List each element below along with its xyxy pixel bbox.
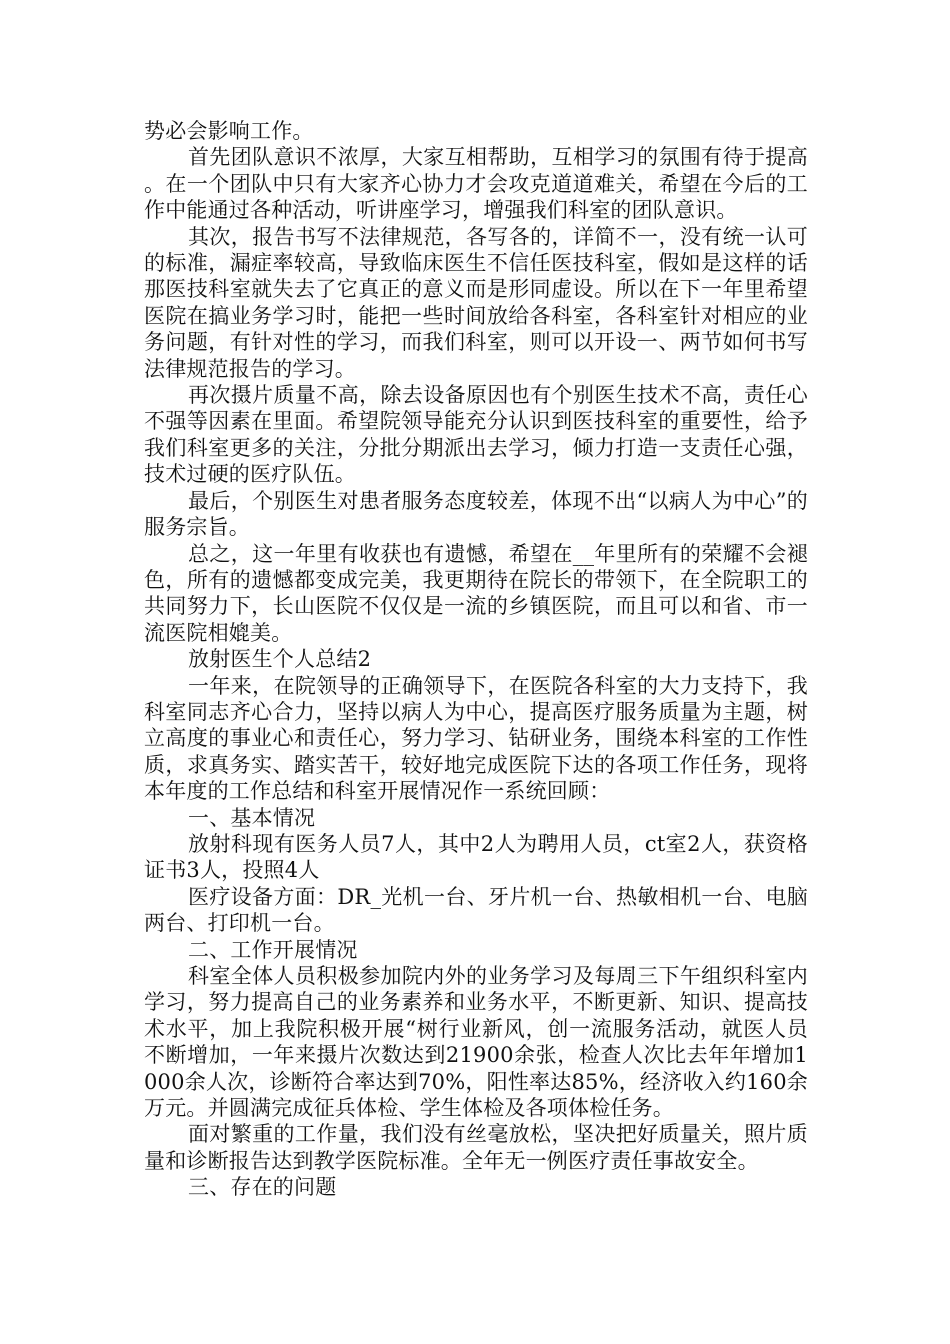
paragraph: 再次摄片质量不高，除去设备原因也有个别医生技术不高，责任心不强等因素在里面。希望院领导能充分认识到医技科室的重要性，给予我们科室更多的关注，分批分期派出去学习，倾力打造一支责任心强，技术过硬的医疗队伍。 bbox=[144, 383, 808, 487]
section-heading: 二、工作开展情况 bbox=[188, 937, 358, 962]
paragraph: 医疗设备方面：DR_光机一台、牙片机一台、热敏相机一台、电脑两台、打印机一台。 bbox=[144, 884, 808, 936]
paragraph: 科室全体人员积极参加院内外的业务学习及每周三下午组织科室内学习，努力提高自己的业务素养和业务水平，不断更新、知识、提高技术水平，加上我院积极开展“树行业新风，创一流服务活动，就医人员不断增加，一年来摄片次数达到21900余张，检查人次比去年年增加1000余人次，诊断符合率达到70%，阳性率达85%，经济收入约160余万元。并圆满完成征兵体检、学生体检及各项体检任务。 bbox=[144, 964, 808, 1121]
paragraph: 首先团队意识不浓厚，大家互相帮助，互相学习的氛围有待于提高。在一个团队中只有大家齐心协力才会攻克道道难关，希望在今后的工作中能通过各种活动，听讲座学习，增强我们科室的团队意识。 bbox=[144, 145, 808, 223]
paragraph: 放射科现有医务人员7人，其中2人为聘用人员，ct室2人，获资格证书3人，投照4人 bbox=[144, 831, 808, 883]
paragraph: 总之，这一年里有收获也有遗憾，希望在__年里所有的荣耀不会褪色，所有的遗憾都变成完美，我更期待在院长的带领下，在全院职工的共同努力下，长山医院不仅仅是一流的乡镇医院，而且可以和省、市一流医院相媲美。 bbox=[144, 541, 808, 645]
paragraph: 最后，个别医生对患者服务态度较差，体现不出“以病人为中心”的服务宗旨。 bbox=[144, 488, 808, 540]
paragraph: 一年来，在院领导的正确领导下，在医院各科室的大力支持下，我科室同志齐心合力，坚持以病人为中心，提高医疗服务质量为主题，树立高度的事业心和责任心，努力学习、钻研业务，围绕本科室的工作性质，求真务实、踏实苦干，较好地完成医院下达的各项工作任务，现将本年度的工作总结和科室开展情况作一系统回顾： bbox=[144, 673, 808, 804]
section-heading: 三、存在的问题 bbox=[188, 1175, 337, 1200]
section-heading: 一、基本情况 bbox=[188, 805, 316, 830]
document-body bbox=[144, 118, 808, 1201]
paragraph: 面对繁重的工作量，我们没有丝毫放松，坚决把好质量关，照片质量和诊断报告达到教学医院标准。全年无一例医疗责任事故安全。 bbox=[144, 1122, 808, 1173]
section-title: 放射医生个人总结2 bbox=[188, 647, 372, 672]
paragraph: 势必会影响工作。 bbox=[144, 119, 314, 143]
paragraph: 其次，报告书写不法律规范，各写各的，详简不一，没有统一认可的标准，漏症率较高，导致临床医生不信任医技科室，假如是这样的话那医技科室就失去了它真正的意义而是形同虚设。所以在下一年里希望医院在搞业务学习时，能把一些时间放给各科室，各科室针对相应的业务问题，有针对性的学习，而我们科室，则可以开设一、两节如何书写法律规范报告的学习。 bbox=[144, 224, 808, 381]
